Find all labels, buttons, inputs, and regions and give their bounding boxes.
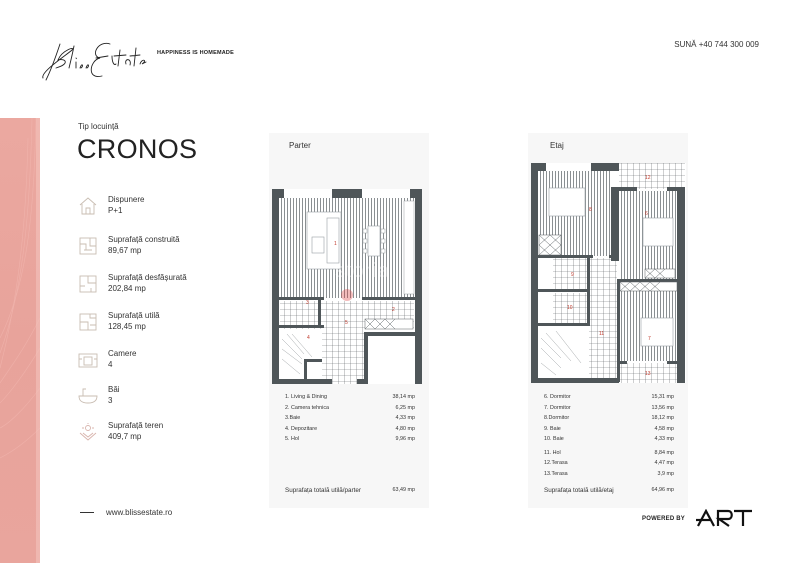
floor-plan-etaj[interactable] — [531, 163, 686, 383]
room-label-7: 7 — [648, 336, 651, 342]
room-area: 15,31 mp — [651, 394, 674, 400]
room-name: 3.Baie — [285, 415, 301, 421]
room-name: 10. Baie — [544, 436, 564, 442]
spec-suprafata-teren — [78, 420, 258, 450]
room-name: 2. Camera tehnica — [285, 404, 330, 411]
spec-value: 409,7 mp — [108, 432, 142, 441]
room-label-2: 2 — [392, 307, 395, 313]
room-label-1: 1 — [334, 241, 337, 247]
spec-label: Dispunere — [108, 195, 145, 204]
floorplan-developed-icon — [78, 274, 98, 294]
room-label-6: 6 — [645, 211, 648, 217]
room-row — [285, 415, 415, 426]
room-row — [544, 415, 674, 426]
spec-label: Suprafață utilă — [108, 311, 160, 320]
room-name: 5. Hol — [285, 436, 300, 442]
floor-plan-parter[interactable] — [272, 189, 427, 384]
spec-value: 128,45 mp — [108, 322, 146, 331]
website-link[interactable] — [80, 508, 172, 517]
floor-title: Parter — [289, 141, 311, 150]
spec-value: 4 — [108, 360, 113, 369]
room-label-4: 4 — [307, 335, 310, 341]
spec-label: Suprafață desfășurată — [108, 273, 187, 282]
spec-suprafata-utila — [78, 310, 258, 340]
floor-card-etaj — [528, 133, 688, 508]
spec-bai — [78, 384, 258, 414]
location-pin-icon — [341, 289, 353, 301]
room-area: 9,96 mp — [395, 436, 415, 442]
room-list-etaj — [544, 394, 674, 481]
property-type-label: Tip locuință — [78, 122, 119, 131]
total-area-etaj — [544, 487, 674, 494]
spec-value: P+1 — [108, 206, 123, 215]
room-name: 12.Terasa — [544, 460, 568, 466]
room-name: 1. Living & Dining — [285, 394, 327, 400]
room-row — [544, 405, 674, 416]
room-label-8: 8 — [589, 207, 592, 213]
total-value: 64,96 mp — [651, 487, 674, 493]
total-area-parter — [285, 487, 415, 494]
room-row — [544, 426, 674, 437]
tagline: HAPPINESS IS HOMEMADE — [157, 50, 234, 56]
room-name: 8.Dormitor — [544, 415, 570, 421]
house-icon — [78, 196, 98, 216]
room-row — [285, 436, 415, 447]
room-row — [285, 394, 415, 405]
room-label-11: 11 — [599, 331, 605, 337]
spec-dispunere — [78, 194, 258, 224]
spec-camere — [78, 348, 258, 378]
bathtub-icon — [78, 386, 98, 406]
spec-label: Suprafață construită — [108, 235, 180, 244]
floorplan-usable-icon — [78, 312, 98, 332]
room-name: 6. Dormitor — [544, 394, 571, 400]
watermark: storia — [335, 260, 390, 282]
floor-card-parter — [269, 133, 429, 508]
spec-label: Camere — [108, 349, 137, 358]
room-area: 4,33 mp — [654, 436, 674, 442]
room-label-12: 12 — [645, 175, 651, 181]
floor-title: Etaj — [550, 141, 564, 150]
room-label-13: 13 — [645, 371, 651, 377]
decorative-side-bar — [0, 118, 40, 563]
room-area: 6,25 mp — [395, 404, 415, 411]
room-row — [285, 426, 415, 437]
room-label-5: 5 — [345, 320, 348, 326]
room-name: 13.Terasa — [544, 470, 568, 477]
website-url[interactable]: www.blissestate.ro — [106, 508, 173, 517]
room-area: 4,58 mp — [654, 425, 674, 432]
room-name: 4. Depozitare — [285, 425, 318, 432]
spec-value: 202,84 mp — [108, 284, 146, 293]
room-row — [544, 460, 674, 471]
room-row — [285, 405, 415, 416]
rooms-icon — [78, 350, 98, 370]
property-type-name: CRONOS — [77, 134, 198, 164]
room-area: 38,14 mp — [392, 394, 415, 400]
spec-value: 89,67 mp — [108, 246, 142, 255]
room-label-9: 9 — [571, 272, 574, 278]
room-label-3: 3 — [306, 300, 309, 306]
spec-value: 3 — [108, 396, 113, 405]
room-row — [544, 394, 674, 405]
room-row — [544, 450, 674, 461]
room-area: 3,9 mp — [657, 470, 674, 477]
room-name: 7. Dormitor — [544, 404, 571, 411]
total-value: 63,49 mp — [392, 487, 415, 493]
spec-label: Băi — [108, 385, 120, 394]
room-label-10: 10 — [567, 305, 573, 311]
room-area: 4,47 mp — [654, 460, 674, 466]
wave-pattern-icon — [0, 118, 40, 563]
room-row — [544, 436, 674, 447]
total-label: Suprafața totală utilă/parter — [285, 487, 361, 494]
room-row — [544, 471, 674, 482]
spec-label: Suprafață teren — [108, 421, 164, 430]
bliss-estate-logo[interactable] — [38, 36, 158, 84]
phone-number[interactable]: SUNĂ +40 744 300 009 — [674, 40, 759, 49]
room-area: 13,56 mp — [651, 404, 674, 411]
spec-suprafata-construita — [78, 234, 258, 264]
room-area: 8,84 mp — [654, 449, 674, 456]
powered-by-label: POWERED BY — [642, 516, 686, 522]
divider-dash — [80, 512, 94, 513]
art-partner-logo[interactable] — [696, 509, 752, 527]
room-name: 11. Hol — [544, 449, 561, 456]
room-area: 18,12 mp — [651, 415, 674, 421]
room-area: 4,33 mp — [395, 415, 415, 421]
floorplan-built-icon — [78, 236, 98, 256]
room-area: 4,80 mp — [395, 425, 415, 432]
room-list-parter — [285, 394, 415, 447]
land-plant-icon — [78, 422, 98, 442]
room-name: 9. Baie — [544, 425, 561, 432]
spec-suprafata-desfasurata — [78, 272, 258, 302]
total-label: Suprafața totală utilă/etaj — [544, 487, 614, 494]
